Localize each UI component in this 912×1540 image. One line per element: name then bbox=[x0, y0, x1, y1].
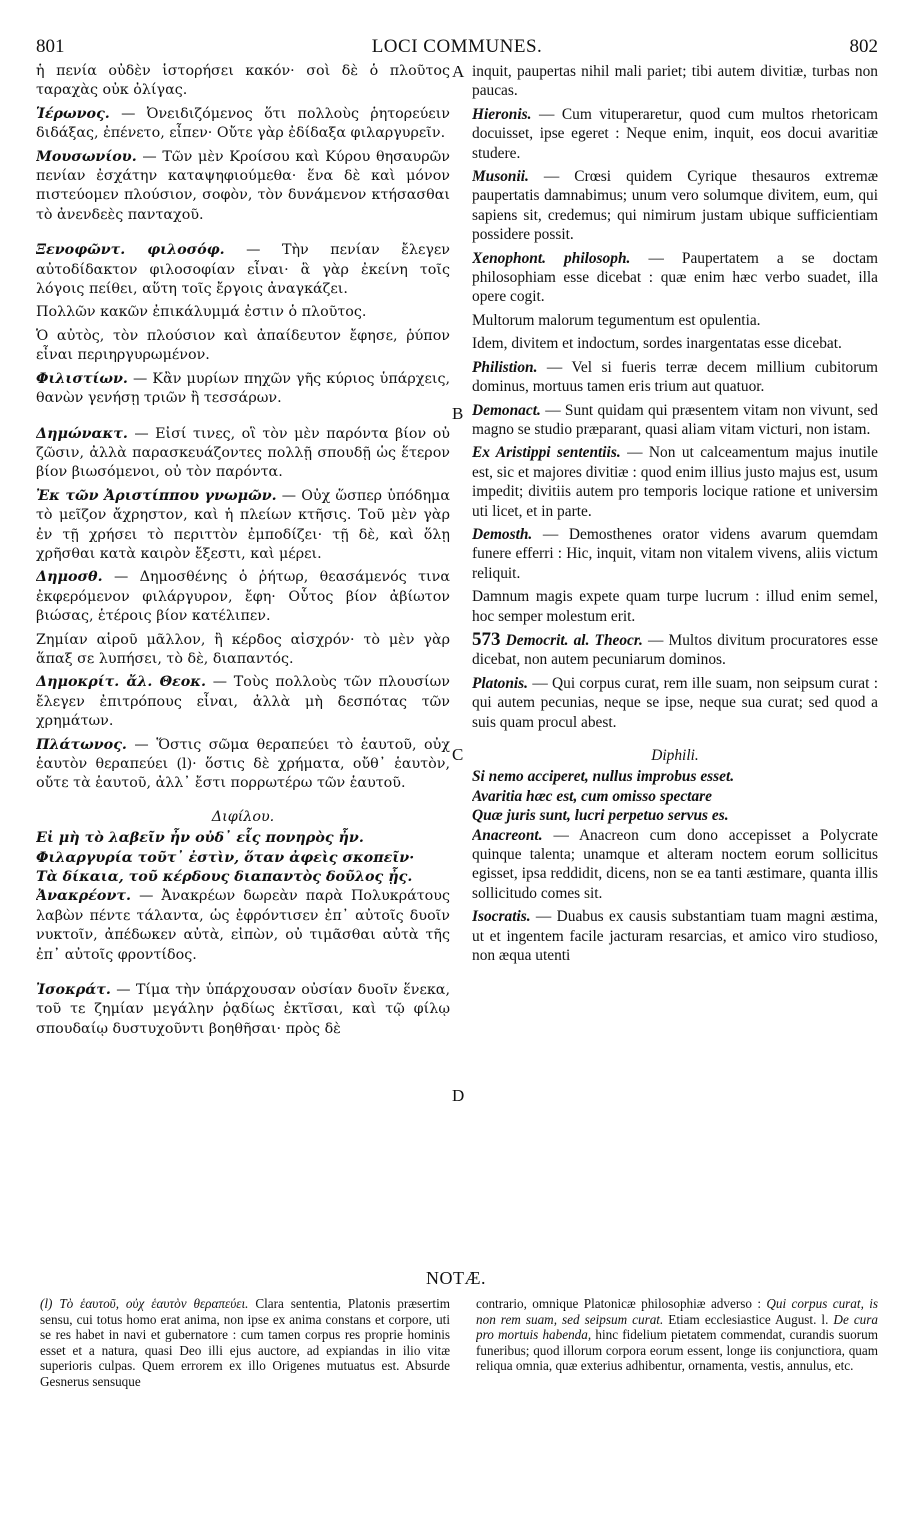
passage bbox=[36, 370, 450, 409]
passage-source: Δημοκρίτ. ἄλ. Θεοκ. bbox=[36, 674, 206, 691]
passage bbox=[36, 105, 450, 144]
note-text-right-1: contrario, omnique Platonicæ philosophiæ adverso : bbox=[476, 1296, 761, 1311]
passage-text: Damnum magis expete quam turpe lucrum : illud enim semel, hoc semper molestum erit. bbox=[472, 588, 878, 625]
notes-right-column bbox=[476, 1296, 878, 1446]
verse-line: Φιλαργυρία τοῦτ᾽ ἐστὶν, ὅταν ἀφεὶς σκοπεῖν· bbox=[36, 849, 415, 866]
note-lead: (l) Τὸ ἑαυτοῦ, οὐχ ἑαυτὸν θεραπεύει. bbox=[40, 1296, 249, 1311]
passage-text: — Τὴν πενίαν ἔλεγεν αὐτοδίδακτον φιλοσοφίαν εἶναι· ἃ γὰρ ἐκείνη τοῖς λόγοις πείθει, αὕτη τοῖς ἔργοις ἀναγκάζει. bbox=[36, 242, 450, 298]
passage-source: Ἀνακρέοντ. bbox=[36, 888, 131, 905]
passage bbox=[36, 887, 450, 965]
margin-letter-a: A bbox=[452, 62, 465, 81]
passage-text: — Δημοσθένης ὁ ῥήτωρ, θεασάμενός τινα ἐκφερόμενον φιλάργυρον, ἔφη· Οὗτος βίον ἀβίωτον βιώσας, ἑτέροις βίον κατέλιπεν. bbox=[36, 569, 450, 625]
passage bbox=[472, 630, 878, 670]
passage bbox=[36, 673, 450, 731]
note-text-right-3: hinc fidelium pietatem commendat, curandis suorum funeribus; quod illorum corpora eorum essent, longe iis conjunctiora, quam reliqua omnia, quæ exterius adhibentur, ornamenta, vestis, annulus, etc. bbox=[476, 1327, 878, 1374]
passage-source: Musonii. bbox=[472, 168, 529, 186]
verse-block bbox=[36, 808, 450, 888]
passage bbox=[36, 62, 450, 101]
passage-source: Democrit. al. Theocr. bbox=[505, 631, 643, 649]
running-head bbox=[36, 36, 878, 60]
passage-text: — Ὀνειδιζόμενος ὅτι πολλοὺς ῥητορεύειν διδάξας, ἐπένετο, εἶπεν· Οὔτε γὰρ ἐδίδαξα φιλαργυρεῖν. bbox=[36, 105, 450, 142]
passage-source: Δημώνακτ. bbox=[36, 425, 128, 442]
latin-column bbox=[472, 62, 878, 1254]
passage bbox=[472, 674, 878, 732]
passage-text: — Non ut calceamentum majus inutile est, sic et majores divitiæ : quod enim illius justo majus est, usum impedit; divitiis autem pro temporis locique ratione et universim uti licet, et in parte. bbox=[472, 444, 878, 520]
verse-title: Diphili. bbox=[651, 747, 699, 764]
passage-source: Ἐκ τῶν Ἀριστίππου γνωμῶν. bbox=[36, 487, 277, 504]
passage-text: — Paupertatem a se doctam philosophiam esse dicebat : quæ enim hæc verbo suadet, illa opere cogit. bbox=[472, 249, 878, 306]
passage-text: — Εἰσί τινες, οἳ τὸν μὲν παρόντα βίον οὐ ζῶσιν, ἀλλὰ παρασκευάζοντες πολλῇ σπουδῇ ὡς ἕτερον βίον βιωσόμενοι, οὐ τὸν παρόντα. bbox=[36, 425, 450, 481]
passage-text: — Demosthenes orator videns avarum quemdam funere efferri : Hic, inquit, vitam non vitalem vivens, aliis victum reliquit. bbox=[472, 525, 878, 582]
passage bbox=[472, 334, 878, 353]
passage-text: — Crœsi quidem Cyrique thesauros extremæ paupertatis damnabimus; unum vero solumque divitem, eum, qui sapiens sit, credemus; qui nimirum justam ubique sufficientiam possidere possit. bbox=[472, 168, 878, 244]
passage-text: Πολλῶν κακῶν ἐπικάλυμμά ἐστιν ὁ πλοῦτος. bbox=[36, 304, 367, 321]
passage-text: — Ὅστις σῶμα θεραπεύει τὸ ἑαυτοῦ, οὐχ ἑαυτὸν θεραπεύει (l)· ὅστις δὲ χρήματα, οὔθ᾽ ἑαυτὸν, οὔτε τὰ ἑαυτοῦ, ἀλλ᾽ ἔστι πορρωτέρω τῶν ἑαυτοῦ. bbox=[36, 736, 450, 792]
verse-block bbox=[472, 746, 878, 826]
passage-source: Ἱέρωνος. bbox=[36, 105, 110, 122]
passage bbox=[472, 358, 878, 397]
passage bbox=[472, 167, 878, 245]
passage bbox=[36, 327, 450, 366]
margin-letter-d: D bbox=[452, 1086, 465, 1105]
passage-source: Ξενοφῶντ. φιλοσόφ. bbox=[36, 242, 225, 259]
passage-source: Ex Aristippi sententiis. bbox=[472, 444, 621, 462]
greek-column bbox=[36, 62, 450, 1254]
passage-source: Demosth. bbox=[472, 525, 533, 543]
passage-source: Δημοσθ. bbox=[36, 569, 103, 586]
passage bbox=[36, 981, 450, 1039]
note-text-right-2: Etiam ecclesiastice August. l. bbox=[668, 1311, 829, 1327]
passage-text: Ζημίαν αἱροῦ μᾶλλον, ἢ κέρδος αἰσχρόν· τὸ μὲν γὰρ ἅπαξ σε λυπήσει, τὸ δὲ, διαπαντός. bbox=[36, 631, 450, 667]
passage bbox=[472, 587, 878, 626]
passage-source: Μουσωνίου. bbox=[36, 148, 137, 165]
passage-text: — Duabus ex causis substantiam tuam magni æstima, ut et ingentem facile jacturam resarcias, et amico viro studioso, non æqua utenti bbox=[472, 908, 878, 965]
note-work-title: De cura pro mortuis habenda, bbox=[476, 1311, 878, 1343]
passage bbox=[472, 443, 878, 521]
passage-text: — Τῶν μὲν Κροίσου καὶ Κύρου θησαυρῶν πενίαν ἐσχάτην καταψηφιούμεθα· ἕνα δὲ καὶ μόνον πιστεύομεν πλούσιον, σοφὸν, τὸν δυνάμενον κτήσασθαι τὸ ἀνενδεὲς πανταχοῦ. bbox=[36, 148, 450, 223]
passage bbox=[472, 907, 878, 965]
verse-line: Avaritia hæc est, cum omisso spectare bbox=[472, 787, 712, 805]
passage-text: ἡ πενία οὐδὲν ἱστορήσει κακόν· σοὶ δὲ ὁ πλοῦτος ταραχὰς οὐκ ὀλίγας. bbox=[36, 63, 450, 99]
running-title: LOCI COMMUNES. bbox=[371, 36, 543, 57]
page-number-left: 801 bbox=[36, 36, 65, 57]
passage-text: — Multos divitum procuratores esse dicebat, non autem pecuniarum dominos. bbox=[472, 631, 878, 669]
column-number: 573 bbox=[472, 628, 501, 650]
passage-text: Idem, divitem et indoctum, sordes inargentatas esse dicebat. bbox=[472, 335, 842, 353]
passage-source: Demonact. bbox=[472, 401, 541, 419]
passage-text: — Κἂν μυρίων πηχῶν γῆς κύριος ὑπάρχεις, θανὼν γενήσῃ τριῶν ἢ τεσσάρων. bbox=[36, 370, 450, 407]
passage bbox=[472, 249, 878, 307]
margin-letter-b: B bbox=[452, 404, 464, 423]
passage bbox=[472, 105, 878, 163]
passage-source: Platonis. bbox=[472, 674, 529, 692]
passage bbox=[472, 311, 878, 330]
passage-source: Hieronis. bbox=[472, 105, 532, 123]
passage-source: Philistion. bbox=[472, 358, 538, 376]
verse-line: Τὰ δίκαια, τοῦ κέρδους διαπαντὸς δοῦλος ᾖς. bbox=[36, 869, 413, 886]
passage-source: Xenophont. philosoph. bbox=[472, 249, 631, 267]
passage-source: Isocratis. bbox=[472, 908, 531, 926]
notes-heading: NOTÆ. bbox=[426, 1268, 486, 1288]
passage bbox=[472, 826, 878, 904]
passage-text: — Sunt quidam qui præsentem vitam non vivunt, sed magno se studio præparant, quasi aliam vitam victuri, non istam. bbox=[472, 401, 878, 438]
passage-text: — Ἀνακρέων δωρεὰν παρὰ Πολυκράτους λαβὼν πέντε τάλαντα, ὡς ἐφρόντισεν ἐπ᾽ αὐτοῖς δυοῖν νυκτοῖν, ἀπέδωκεν αὐτὰ, εἰπὼν, οὐ τιμᾶσθαι αὐτὰ τῆς ἐπ᾽ αὐτοῖς φροντίδος. bbox=[36, 888, 450, 963]
passage bbox=[472, 401, 878, 440]
passage bbox=[472, 62, 878, 101]
verse-line: Quæ juris sunt, lucri perpetuo servus es. bbox=[472, 807, 729, 825]
passage bbox=[36, 631, 450, 670]
passage-text: — Τίμα τὴν ὑπάρχουσαν οὐσίαν δυοῖν ἕνεκα, τοῦ τε ζημίαν μεγάλην ῥᾳδίως ἐκτῖσαι, καὶ τῷ φίλῳ σπουδαίῳ δυστυχοῦντι βοηθῆσαι· πρὸς δὲ bbox=[36, 982, 450, 1037]
passage-source: Ἰσοκράτ. bbox=[36, 982, 111, 999]
passage bbox=[36, 148, 450, 226]
passage-text: — Οὐχ ὥσπερ ὑπόδημα τὸ μεῖζον ἄχρηστον, καὶ ἡ πλείων κτῆσις. Τοῦ μὲν γὰρ ἐν τῇ χρήσει τὸ περιττὸν ἐμποδίζει· τῇ δὲ, καὶ ὅλῃ χρῆσθαι κατὰ καιρὸν ἔξεστι, καὶ μέρει. bbox=[36, 487, 450, 562]
passage-text: Multorum malorum tegumentum est opulentia. bbox=[472, 311, 761, 329]
note-quote: Qui corpus curat, is non rem suam, sed seipsum curat. bbox=[476, 1296, 878, 1327]
passage-text: — Vel si fueris terræ decem millium cubitorum dominus, mortuus tamen eris trium aut quatuor. bbox=[472, 358, 878, 396]
note-text-left: Clara sententia, Platonis præsertim sensu, cui totus homo erat anima, non ipse ex anima constans et corpore, uti se res habet in navi et gubernatore : cum tamen corpus res proprie hominis esset et a natura, quasi Deo illi ejus auctore, ad expiandas in ilio vitæ superioris culpas. Quem errorem ex illo Origenes mutuatus est. Absurde Gesnerus sensuque bbox=[40, 1296, 450, 1389]
passage-text: — Qui corpus curat, rem ille suam, non seipsum curat : qui autem pecunias, neque se ipse, neque sua curat; sed quod a suis quam procul abest. bbox=[472, 674, 878, 731]
passage-source: Φιλιστίων. bbox=[36, 370, 128, 387]
passage-text: Ὁ αὐτὸς, τὸν πλούσιον καὶ ἀπαίδευτον ἔφησε, ῥύπον εἶναι περιηργυρωμένον. bbox=[36, 327, 450, 364]
verse-title: Διφίλου. bbox=[211, 808, 275, 825]
passage bbox=[36, 736, 450, 794]
page-number-right: 802 bbox=[849, 36, 878, 57]
passage-text: — Anacreon cum dono accepisset a Polycrate quinque talenta; unamque et alteram noctem eorum sollicitus egisset, ipsa reddidit, dicens, non se ea tanti æstimare, quanta illis sollicitudo comes sit. bbox=[472, 826, 878, 902]
notes-left-column bbox=[40, 1296, 450, 1446]
passage-source: Anacreont. bbox=[472, 826, 543, 844]
verse-line: Εἰ μὴ τὸ λαβεῖν ἦν οὐδ᾽ εἷς πονηρὸς ἦν. bbox=[36, 830, 364, 847]
passage bbox=[36, 487, 450, 565]
passage-text: — Τοὺς πολλοὺς τῶν πλουσίων ἔλεγεν ἐπιτρόπους εἶναι, ἀλλὰ μὴ δεσπότας τῶν χρημάτων. bbox=[36, 674, 450, 730]
passage bbox=[36, 241, 450, 299]
verse-line: Si nemo acciperet, nullus improbus esset. bbox=[472, 768, 735, 786]
passage bbox=[36, 303, 450, 322]
passage bbox=[36, 425, 450, 483]
passage-source: Πλάτωνος. bbox=[36, 736, 127, 753]
margin-letter-c: C bbox=[452, 745, 464, 764]
passage-text: — Cum vituperaretur, quod cum multos rhetoricam docuisset, ipse egeret : Neque enim, inquit, eos docui avaritiæ studere. bbox=[472, 105, 878, 162]
passage-text: inquit, paupertas nihil mali pariet; tibi autem divitiæ, turbas non paucas. bbox=[472, 63, 878, 100]
passage bbox=[472, 525, 878, 583]
passage bbox=[36, 568, 450, 626]
